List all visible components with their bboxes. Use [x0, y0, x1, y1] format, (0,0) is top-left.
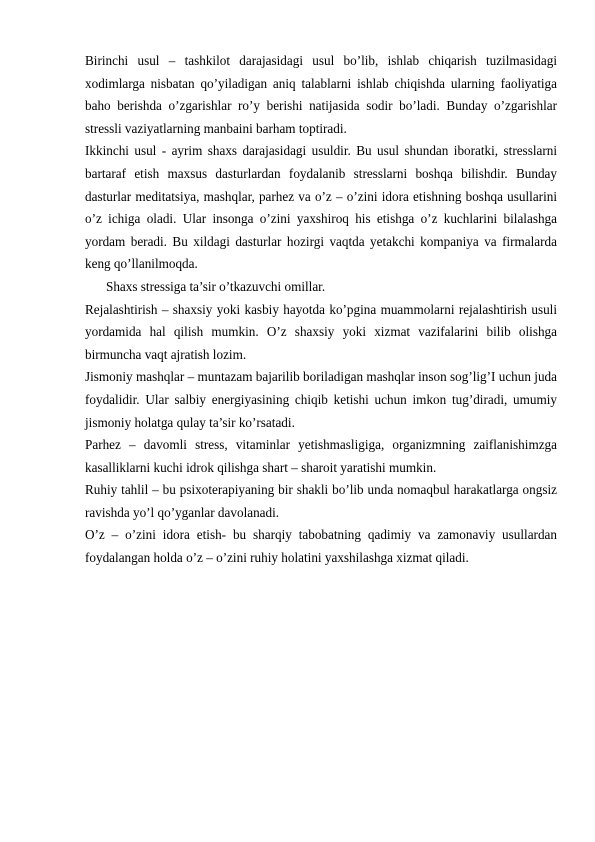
- paragraph-second-method: [85, 140, 557, 276]
- paragraph-text: Jismoniy mashqlar – muntazam bajarilib boriladigan mashqlar inson sog’lig’I uchun juda foydalidir. Ular salbiy energiyasining chiqib ketishi uchun imkon tug’diradi, umumiy jismoniy holatga qulay ta’sir ko’rsatadi.: [85, 369, 557, 430]
- paragraph-text: O’z – o’zini idora etish- bu sharqiy tabobatning qadimiy va zamonaviy usullardan foydalangan holda o’z – o’zini ruhiy holatini yaxshilashga xizmat qiladi.: [85, 527, 557, 566]
- paragraph-text: Parhez – davomli stress, vitaminlar yetishmasligiga, organizmning zaiflanishimzga kasalliklarni kuchi idrok qilishga shart – sharoit yaratishi mumkin.: [85, 437, 557, 475]
- paragraph-text: Birinchi usul – tashkilot darajasidagi usul bo’lib, ishlab chiqarish tuzilmasidagi xodimlarga nisbatan qo’yiladigan aniq talablarni ishlab chiqishda ularning faoliyatiga baho berishda o’zgarishlar ro’y berishi natijasida sodir bo’ladi. Bunday o’zgarishlar stressli vaziyatlarning manbaini barham toptiradi.: [85, 53, 557, 136]
- paragraph-text: Ruhiy tahlil – bu psixoterapiyaning bir shakli bo’lib unda nomaqbul harakatlarga ongsiz ravishda yo’l qo’yganlar davolanadi.: [85, 482, 557, 520]
- document-page: [85, 50, 557, 570]
- paragraph-diet: [85, 434, 557, 479]
- paragraph-self-control: [85, 524, 557, 569]
- paragraph-text: Rejalashtirish – shaxsiy yoki kasbiy hayotda ko’pgina muammolarni rejalashtirish usuli yordamida hal qilish mumkin. O’z shaxsiy yoki xizmat vazifalarini bilib olishga birmuncha vaqt ajratish lozim.: [85, 301, 557, 362]
- paragraph-text: Ikkinchi usul - ayrim shaxs darajasidagi usuldir. Bu usul shundan iboratki, stresslarni bartaraf etish maxsus dasturlardan foydalanib stresslarni boshqa bilishdir. Bunday dasturlar meditatsiya, mashqlar, parhez va o’z – o’zini idora etishning boshqa usullarini o’z ichiga oladi. Ular insonga o’zini yaxshiroq his etishga o’z kuchlarini bilalashga yordam beradi. Bu xildagi dasturlar hozirgi vaqtda yetakchi kompaniya va firmalarda keng qo’llanilmoqda.: [85, 143, 557, 272]
- paragraph-exercise: [85, 366, 557, 434]
- paragraph-first-method: [85, 50, 557, 140]
- paragraph-planning: [85, 299, 557, 367]
- section-subheading: Shaxs stressiga ta’sir o’tkazuvchi omillar.: [106, 278, 326, 294]
- paragraph-psychoanalysis: [85, 479, 557, 524]
